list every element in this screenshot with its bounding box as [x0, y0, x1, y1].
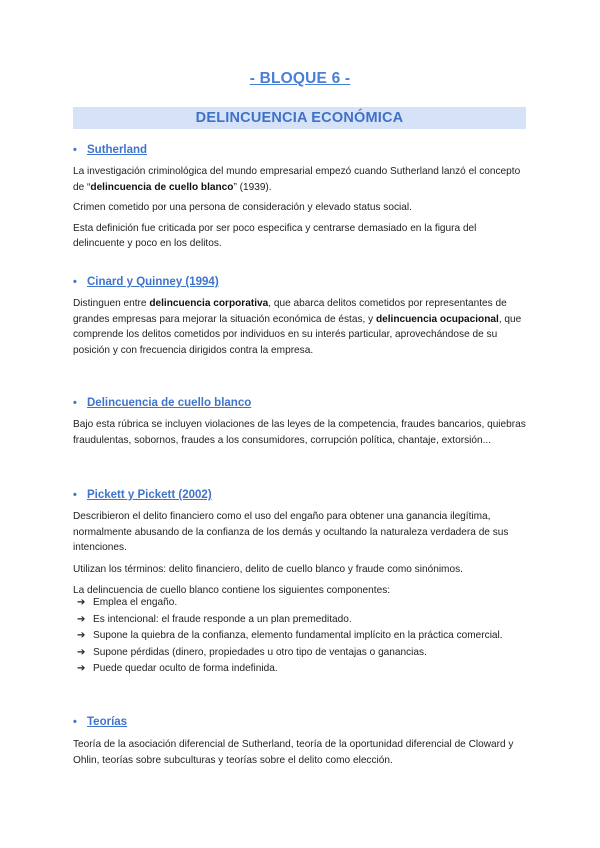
bullet-icon: • — [73, 716, 77, 728]
list-item: ➔ Supone pérdidas (dinero, propiedades u otro tipo de ventajas o ganancias. — [73, 645, 528, 661]
section-banner: DELINCUENCIA ECONÓMICA — [73, 107, 526, 129]
teorias-text: Teoría de la asociación diferencial de Sutherland, teoría de la oportunidad diferencial de Cloward y Ohlin, teorías sobre subculturas y teorías sobre el delito como elección. — [73, 739, 514, 766]
block-title: - BLOQUE 6 - — [249, 70, 351, 87]
bullet-icon: • — [73, 489, 77, 501]
arrow-icon: ➔ — [77, 630, 86, 641]
arrow-icon: ➔ — [77, 613, 86, 625]
list-item: ➔ Supone la quiebra de la confianza, elemento fundamental implícito en la práctica comercial. — [73, 628, 528, 644]
heading-cinard-quinney: • Cinard y Quinney (1994) — [73, 276, 219, 288]
cuello-text: Bajo esta rúbrica se incluyen violaciones de las leyes de la competencia, fraudes bancarios, quiebras fraudulentas, sobornos, fraudes a los consumidores, corrupción política, chantaje, extorsión... — [73, 419, 526, 446]
list-item: ➔ Es intencional: el fraude responde a un plan premeditado. — [73, 612, 528, 628]
pickett-components-list — [73, 595, 528, 678]
heading-teorias: • Teorías — [73, 716, 128, 728]
list-item: ➔ Puede quedar oculto de forma indefinida. — [73, 661, 528, 677]
arrow-icon: ➔ — [77, 597, 86, 608]
heading-sutherland: • Sutherland — [73, 144, 148, 156]
cinard-text: Distinguen entre delincuencia corporativa, que abarca delitos cometidos por representantes de grandes empresas para mejorar la situación económica de éstas, y delincuencia ocupacional, que comprende los delitos cometidos por individuos en su interés particular, aprovechándose de su posición y con frecuencia dirigidos contra la empresa. — [73, 298, 522, 356]
heading-pickett: • Pickett y Pickett (2002) — [73, 489, 212, 501]
arrow-icon: ➔ — [77, 663, 86, 674]
heading-cuello-blanco: • Delincuencia de cuello blanco — [73, 397, 252, 409]
list-item: ➔ Emplea el engaño. — [73, 595, 528, 611]
arrow-icon: ➔ — [77, 646, 86, 658]
bullet-icon: • — [73, 397, 77, 409]
bullet-icon: • — [73, 144, 77, 156]
bullet-icon: • — [73, 276, 77, 288]
sutherland-text: La investigación criminológica del mundo empresarial empezó cuando Sutherland lanzó el concepto de “delincuencia de cuello blanco” (1939). Crimen cometido por una persona de consideración y elevado status social. Esta definición fue criticada por ser poco especifica y centrarse demasiado en la figura del delincuente y poco en los delitos. — [73, 166, 521, 249]
pickett-text: Describieron el delito financiero como el uso del engaño para obtener una ganancia ilegítima, normalmente abusando de la confianza de los demás y ocultando la naturaleza verdadera de sus intenciones. Utilizan los términos: delito financiero, delito de cuello blanco y fraude como sinónimos. La delincuencia de cuello blanco contiene los siguientes componentes: — [73, 511, 509, 596]
